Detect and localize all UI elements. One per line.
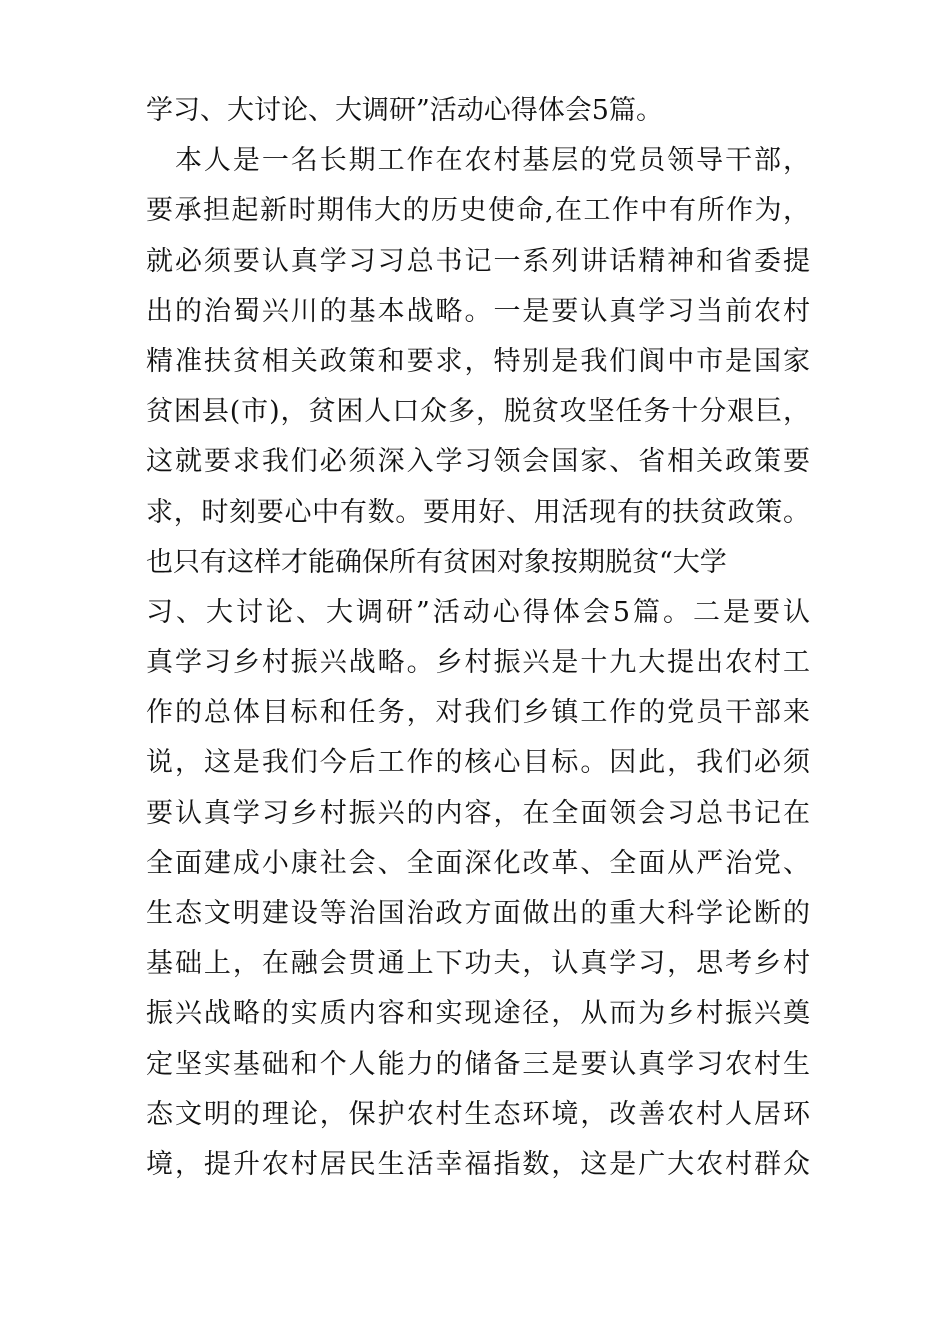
text-line: 学习、大讨论、大调研”活动心得体会5篇。 <box>146 95 663 126</box>
text-line: 生态文明建设等治国治政方面做出的重大科学论断的 <box>146 898 810 929</box>
text-line: 要认真学习乡村振兴的内容，在全面领会习总书记在 <box>146 797 810 829</box>
text-line: 这就要求我们必须深入学习领会国家、省相关政策要 <box>146 446 810 478</box>
text-line: 贫困县(市)，贫困人口众多，脱贫攻坚任务十分艰巨， <box>146 396 810 428</box>
text-line: 出的治蜀兴川的基本战略。一是要认真学习当前农村 <box>146 295 810 327</box>
text-line: 全面建成小康社会、全面深化改革、全面从严治党、 <box>146 847 810 879</box>
body-text <box>146 86 810 1190</box>
text-line: 作的总体目标和任务，对我们乡镇工作的党员干部来 <box>146 697 810 729</box>
text-line: 态文明的理论，保护农村生态环境，改善农村人居环 <box>146 1098 810 1130</box>
text-line: 要承担起新时期伟大的历史使命,在工作中有所作为， <box>146 195 810 227</box>
text-line: 境，提升农村居民生活幸福指数，这是广大农村群众 <box>146 1148 810 1180</box>
text-line: 基础上，在融会贯通上下功夫，认真学习，思考乡村 <box>146 948 810 980</box>
text-line: 振兴战略的实质内容和实现途径，从而为乡村振兴奠 <box>146 998 810 1030</box>
text-line: 本人是一名长期工作在农村基层的党员领导干部， <box>146 145 810 177</box>
text-line: 习、大讨论、大调研”活动心得体会5篇。二是要认 <box>146 596 810 628</box>
text-line: 求，时刻要心中有数。要用好、用活现有的扶贫政策。 <box>146 496 810 528</box>
text-line: 说，这是我们今后工作的核心目标。因此，我们必须 <box>146 747 810 779</box>
text-line: 真学习乡村振兴战略。乡村振兴是十九大提出农村工 <box>146 647 810 679</box>
text-line: 定坚实基础和个人能力的储备三是要认真学习农村生 <box>146 1048 810 1080</box>
text-line: 也只有这样才能确保所有贫困对象按期脱贫“大学 <box>146 546 727 578</box>
text-line: 就必须要认真学习习总书记一系列讲话精神和省委提 <box>146 245 810 277</box>
text-line: 精准扶贫相关政策和要求，特别是我们阆中市是国家 <box>146 345 810 377</box>
